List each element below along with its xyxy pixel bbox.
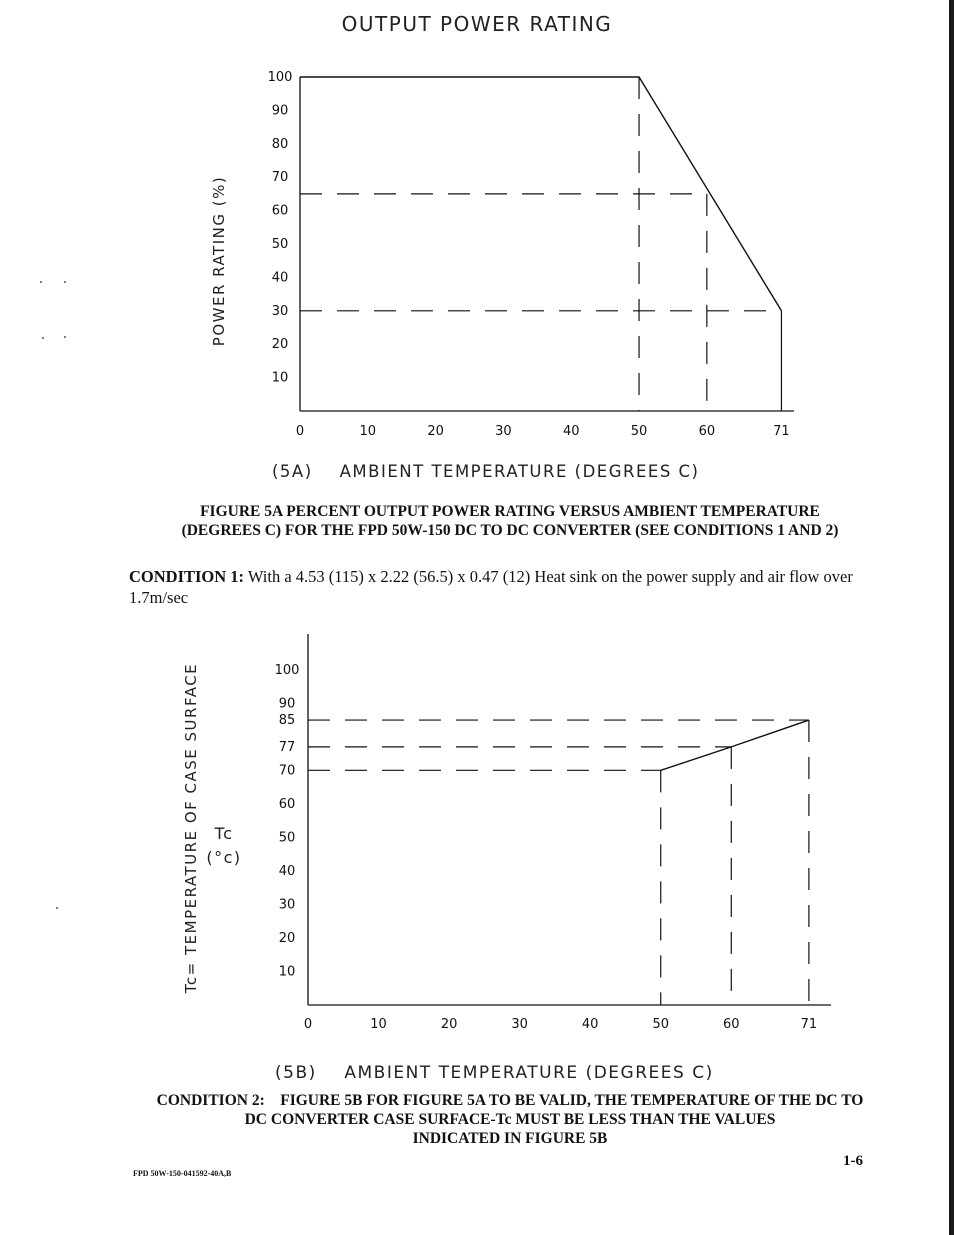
chart-5b-x-axis-label: (5B) AMBIENT TEMPERATURE (DEGREES C) [275, 1063, 714, 1083]
chart-5a-y-tick-label: 90 [271, 103, 289, 119]
chart-5a-x-axis-label: (5A) AMBIENT TEMPERATURE (DEGREES C) [272, 462, 700, 481]
chart-5a-y-tick-label: 20 [271, 337, 289, 353]
chart-5a-y-tick-label: 80 [271, 136, 289, 152]
page-number: 1-6 [843, 1153, 863, 1169]
chart-5b [0, 620, 954, 1040]
chart-5a-x-tick-label: 0 [295, 424, 305, 439]
figure-5a-caption [90, 502, 930, 540]
chart-5b-y-tick-label: 60 [278, 796, 296, 812]
condition-1-paragraph [129, 566, 889, 608]
condition-1-text: With a 4.53 (115) x 2.22 (56.5) x 0.47 (12) Heat sink on the power supply and air flow over 1.7m/sec [129, 567, 853, 607]
chart-5b-series-line-0 [661, 720, 809, 770]
chart-5b-y-tick-label: 100 [274, 662, 300, 678]
chart-5a-y-tick-label: 30 [271, 303, 289, 319]
chart-5b-y-axis-label: Tc= TEMPERATURE OF CASE SURFACE [182, 662, 200, 994]
scan-speck [40, 281, 42, 283]
chart-5a-y-axis-label: POWER RATING (%) [210, 175, 228, 347]
condition-1-label: CONDITION 1: [129, 567, 245, 586]
chart-5b-y-tick-label: 90 [278, 696, 296, 712]
chart-5b-y-tick-label: 85 [278, 713, 296, 729]
chart-5b-x-tick-label: 60 [723, 1017, 740, 1032]
scan-speck [56, 907, 58, 909]
page-title: OUTPUT POWER RATING [341, 12, 613, 36]
figure-5a-caption-line-1: FIGURE 5A PERCENT OUTPUT POWER RATING VERSUS AMBIENT TEMPERATURE [200, 503, 820, 520]
chart-5b-y-tick-label: 70 [278, 763, 296, 779]
scan-speck [64, 281, 66, 283]
chart-5a-y-tick-label: 100 [267, 70, 293, 85]
chart-5b-y-unit-line-2: (°c) [206, 848, 242, 867]
chart-5b-x-tick-label: 71 [800, 1017, 818, 1032]
chart-5b-y-tick-label: 30 [278, 897, 296, 913]
condition-2-line-1-text: FIGURE 5B FOR FIGURE 5A TO BE VALID, THE TEMPERATURE OF THE DC TO [280, 1092, 864, 1109]
chart-5a-y-tick-label: 50 [271, 237, 289, 252]
chart-5a [0, 0, 954, 470]
chart-5a-x-tick-label: 20 [427, 424, 444, 439]
chart-5a-y-tick-label: 70 [271, 170, 289, 186]
chart-5b-x-tick-label: 50 [652, 1017, 670, 1032]
footer-document-code: FPD 50W-150-041592-40A,B [133, 1169, 232, 1178]
chart-5b-y-unit-line-1: Tc [214, 824, 234, 843]
chart-5b-y-tick-label: 40 [278, 863, 296, 879]
condition-2-label: CONDITION 2: [156, 1092, 265, 1109]
chart-5b-x-tick-label: 0 [303, 1017, 313, 1032]
chart-5a-y-tick-label: 10 [271, 370, 289, 386]
condition-2-block [120, 1091, 900, 1148]
chart-5b-y-tick-label: 50 [278, 830, 296, 846]
chart-5b-y-tick-label: 20 [278, 930, 296, 946]
scan-speck [42, 337, 44, 339]
chart-5a-x-tick-label: 10 [359, 424, 377, 439]
chart-5a-x-tick-label: 50 [630, 424, 648, 439]
chart-5a-y-tick-label: 60 [271, 203, 289, 219]
scan-speck [64, 336, 66, 338]
chart-5a-x-tick-label: 60 [698, 424, 716, 439]
chart-5b-x-tick-label: 40 [581, 1017, 599, 1032]
figure-5a-caption-line-2: (DEGREES C) FOR THE FPD 50W-150 DC TO DC CONVERTER (SEE CONDITIONS 1 AND 2) [181, 522, 839, 539]
chart-5a-x-tick-label: 30 [495, 424, 512, 439]
chart-5b-x-tick-label: 30 [511, 1017, 528, 1032]
chart-5b-y-tick-label: 10 [278, 964, 296, 980]
chart-5b-x-tick-label: 20 [440, 1017, 458, 1032]
chart-5a-x-tick-label: 40 [562, 424, 580, 439]
chart-5a-y-tick-label: 40 [271, 270, 289, 286]
chart-5b-x-tick-label: 10 [370, 1017, 387, 1032]
condition-2-line-3: INDICATED IN FIGURE 5B [412, 1130, 608, 1147]
condition-2-line-1 [120, 1091, 900, 1110]
chart-5b-y-tick-label: 77 [278, 739, 296, 755]
condition-2-line-2: DC CONVERTER CASE SURFACE-Tc MUST BE LESS THAN THE VALUES [244, 1111, 776, 1128]
chart-5a-x-tick-label: 71 [773, 424, 790, 439]
